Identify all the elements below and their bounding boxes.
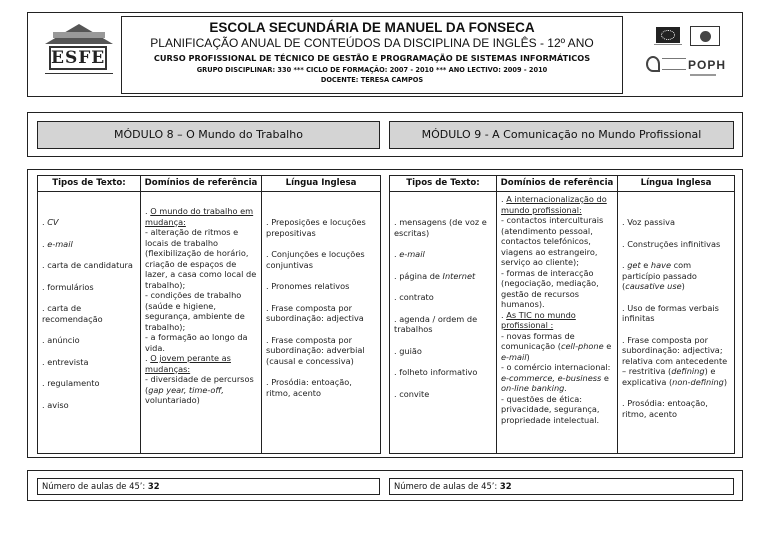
domain-heading: . O mundo do trabalho em mudança:	[145, 206, 254, 227]
table-header-row	[38, 176, 381, 192]
table-row	[38, 192, 381, 454]
module-8-table	[37, 175, 381, 454]
portugal-republic-icon	[690, 26, 720, 46]
col-header-language: Língua Inglesa	[618, 176, 735, 192]
content-section	[27, 169, 743, 458]
title-box	[121, 16, 623, 94]
list-item: . contrato	[394, 292, 434, 302]
m9-text-types-cell	[390, 192, 497, 454]
list-item: . Preposições e locuções prepositivas	[266, 217, 366, 238]
list-item: - novas formas de comunicação (cell-phone e e-mail)	[501, 330, 612, 362]
list-item: . Frase composta por subordinação: adjectiva; relativa com antecedente – restritiva (defining) e explicativa (non-defining)	[622, 334, 728, 387]
logo-roof-band	[53, 32, 105, 38]
list-item: . página de Internet	[394, 270, 476, 281]
list-item: . regulamento	[42, 378, 100, 388]
list-item: . Frase composta por subordinação: adverbial (causal e concessiva)	[266, 334, 365, 366]
list-item: - diversidade de percursos (gap year, time-off, voluntariado)	[145, 374, 254, 405]
plan-title: PLANIFICAÇÃO ANUAL DE CONTEÚDOS DA DISCIPLINA DE INGLÊS - 12º ANO	[150, 36, 594, 50]
list-item: . Prosódia: entoação, ritmo, acento	[266, 377, 352, 398]
m8-text-types-cell	[38, 192, 141, 454]
qren-caption-lines	[662, 58, 686, 70]
table-row	[390, 192, 735, 454]
list-item: . Uso de formas verbais infinitas	[622, 302, 719, 323]
partner-logos	[632, 16, 738, 94]
list-item: . folheto informativo	[394, 367, 478, 377]
document-header	[27, 12, 743, 97]
list-item: . mensagens (de voz e escritas)	[394, 217, 487, 238]
school-name: ESCOLA SECUNDÁRIA DE MANUEL DA FONSECA	[209, 20, 535, 35]
m8-domains-cell	[141, 192, 262, 454]
list-item: - o comércio internacional: e-commerce, e-business e on-line banking.	[501, 362, 611, 393]
domain-heading: . As TIC no mundo profissional :	[501, 309, 576, 330]
course-name: CURSO PROFISSIONAL DE TÉCNICO DE GESTÃO E PROGRAMAÇÃO DE SISTEMAS INFORMÁTICOS	[153, 53, 591, 63]
lesson-count-section	[27, 470, 743, 501]
col-header-text-types: Tipos de Texto:	[38, 176, 141, 192]
poph-underline	[690, 74, 716, 76]
qren-logo-icon	[646, 56, 660, 72]
domain-heading: . O jovem perante as mudanças:	[145, 353, 231, 374]
module-titles	[27, 112, 743, 157]
module-9-lesson-count: Número de aulas de 45’: 32	[389, 478, 734, 495]
list-item: . CV	[42, 217, 59, 227]
list-item: - a formação ao longo da vida.	[145, 332, 248, 353]
list-item: . agenda / ordem de trabalhos	[394, 313, 478, 334]
list-item: . Voz passiva	[622, 217, 675, 227]
list-item: . e-mail	[394, 249, 425, 259]
m9-domains-cell	[497, 192, 618, 454]
list-item: . guião	[394, 345, 422, 356]
module-8-title: MÓDULO 8 – O Mundo do Trabalho	[37, 121, 380, 149]
module-9-title: MÓDULO 9 - A Comunicação no Mundo Profissional	[389, 121, 734, 149]
domain-heading: . A internacionalização do mundo profissional:	[501, 194, 607, 215]
group-cycle-year: GRUPO DISCIPLINAR: 330 *** CICLO DE FORMAÇÃO: 2007 - 2010 *** ANO LECTIVO: 2009 - 2010	[196, 66, 548, 74]
m9-language-cell	[618, 192, 735, 454]
list-item: . Pronomes relativos	[266, 281, 350, 291]
list-item: . Conjunções e locuções conjuntivas	[266, 249, 365, 270]
m8-language-cell	[262, 192, 381, 454]
col-header-text-types: Tipos de Texto:	[390, 176, 497, 192]
col-header-domains: Domínios de referência	[497, 176, 618, 192]
eu-flag-icon	[656, 27, 680, 43]
table-header-row	[390, 176, 735, 192]
list-item: . carta de recomendação	[42, 303, 103, 324]
module-9-table	[389, 175, 735, 454]
list-item: . anúncio	[42, 335, 80, 345]
list-item: . aviso	[42, 399, 69, 410]
logo-lettering: ESFE	[51, 48, 106, 68]
school-logo	[41, 24, 117, 90]
col-header-domains: Domínios de referência	[141, 176, 262, 192]
list-item: . get e have com particípio passado (causative use)	[622, 260, 697, 291]
list-item: . Prosódia: entoação, ritmo, acento	[622, 398, 708, 419]
list-item: - questões de ética: privacidade, segurança, propriedade intelectual.	[501, 393, 600, 425]
list-item: . Construções infinitivas	[622, 238, 721, 249]
list-item: . formulários	[42, 281, 94, 292]
list-item: - condições de trabalho (saúde e higiene, segurança, ambiente de trabalho);	[145, 290, 245, 332]
list-item: . Frase composta por subordinação: adjectiva	[266, 302, 364, 323]
col-header-language: Língua Inglesa	[262, 176, 381, 192]
list-item: . carta de candidatura	[42, 260, 133, 270]
logo-underline	[45, 73, 113, 82]
list-item: - formas de interacção (negociação, mediação, gestão de recursos humanos).	[501, 267, 599, 309]
list-item: - alteração de ritmos e locais de trabalho (flexibilização de horário, criação de espaços de lazer, a casa como local de trabalho);	[145, 227, 257, 290]
list-item: - contactos interculturais (atendimento pessoal, contactos telefónicos, viagens ao estrangeiro, serviço ao cliente);	[501, 215, 604, 267]
list-item: . convite	[394, 388, 430, 399]
teacher-name: DOCENTE: TERESA CAMPOS	[320, 76, 424, 84]
list-item: . entrevista	[42, 356, 89, 367]
eu-caption-lines	[654, 44, 682, 47]
poph-logo: POPH	[688, 58, 727, 72]
module-8-lesson-count: Número de aulas de 45’: 32	[37, 478, 380, 495]
list-item: . e-mail	[42, 238, 73, 249]
